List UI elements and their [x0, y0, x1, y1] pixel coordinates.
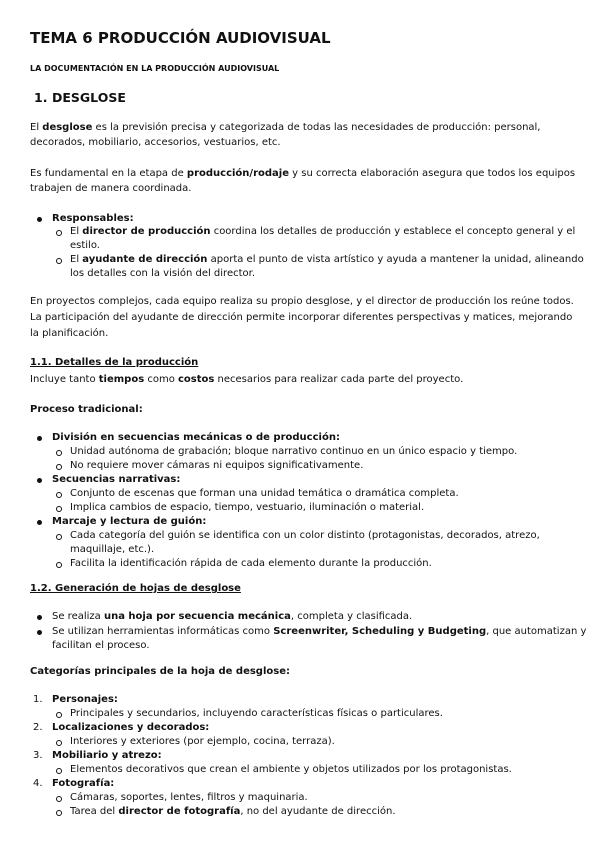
bullet [37, 436, 42, 441]
proceso-marcaje-item: Facilita la identificación rápida de cada elemento durante la producción. [70, 558, 432, 569]
sub-bullet [56, 810, 62, 816]
list-number: 1. [33, 694, 43, 705]
sub-bullet [56, 258, 62, 264]
sub-bullet [56, 230, 62, 236]
proceso-narrativas-label: Secuencias narrativas: [52, 474, 181, 485]
subsection-1-2-heading: 1.2. Generación de hojas de desglose [30, 583, 241, 594]
responsable-ayudante: El ayudante de dirección aporta el punto de vista artístico y ayuda a mantener la unidad, alineando [70, 254, 584, 265]
categoria-localizaciones: Localizaciones y decorados: [52, 722, 210, 733]
bullet [37, 615, 42, 620]
categoria-personajes: Personajes: [52, 694, 118, 705]
sub-bullet [56, 712, 62, 718]
list-number: 2. [33, 722, 43, 733]
proceso-marcaje-item-line2: maquillaje, etc.). [70, 544, 155, 555]
paragraph-complex-projects: En proyectos complejos, cada equipo realiza su propio desglose, y el director de producción los reúne todos. [30, 296, 574, 307]
sub-bullet [56, 740, 62, 746]
sub-bullet [56, 768, 62, 774]
sub-bullet [56, 534, 62, 540]
proceso-marcaje-label: Marcaje y lectura de guión: [52, 516, 207, 527]
categoria-item: Interiores y exteriores (por ejemplo, cocina, terraza). [70, 736, 335, 747]
bullet [37, 520, 42, 525]
section-number: 1. [34, 90, 48, 105]
hojas-item-line2: facilitan el proceso. [52, 640, 150, 651]
proceso-division-item: No requiere mover cámaras ni equipos significativamente. [70, 460, 364, 471]
responsables-label: Responsables: [52, 213, 134, 224]
document-title: TEMA 6 PRODUCCIÓN AUDIOVISUAL [30, 29, 331, 47]
proceso-narrativas-item: Conjunto de escenas que forman una unidad temática o dramática completa. [70, 488, 459, 499]
categoria-item: Elementos decorativos que crean el ambiente y objetos utilizados por los protagonistas. [70, 764, 512, 775]
paragraph-complex-projects-line2: La participación del ayudante de dirección permite incorporar diferentes perspectivas y matices, mejorando [30, 312, 573, 323]
responsable-ayudante-line2: los detalles con la visión del director. [70, 268, 256, 279]
hojas-item: Se utilizan herramientas informáticas como Screenwriter, Scheduling y Budgeting, que automatizan y [52, 626, 587, 637]
sub-bullet [56, 796, 62, 802]
subsection-1-1-heading: 1.1. Detalles de la producción [30, 357, 199, 368]
bullet [37, 630, 42, 635]
proceso-division-item: Unidad autónoma de grabación; bloque narrativo continuo en un único espacio y tiempo. [70, 446, 518, 457]
proceso-marcaje-item: Cada categoría del guión se identifica con un color distinto (protagonistas, decorados, atrezo, [70, 530, 540, 541]
sub-bullet [56, 506, 62, 512]
categoria-item: Tarea del director de fotografía, no del ayudante de dirección. [70, 806, 396, 817]
paragraph-importance-line2: trabajen de manera coordinada. [30, 183, 192, 194]
categoria-item: Cámaras, soportes, lentes, filtros y maquinaria. [70, 792, 308, 803]
section-heading: DESGLOSE [52, 90, 126, 105]
sub-bullet [56, 450, 62, 456]
proceso-label: Proceso tradicional: [30, 404, 143, 415]
sub-bullet [56, 492, 62, 498]
proceso-division-label: División en secuencias mecánicas o de producción: [52, 432, 340, 443]
categoria-mobiliario: Mobiliario y atrezo: [52, 750, 162, 761]
list-number: 3. [33, 750, 43, 761]
categoria-fotografia: Fotografía: [52, 778, 115, 789]
sub-bullet [56, 562, 62, 568]
hojas-item: Se realiza una hoja por secuencia mecánica, completa y clasificada. [52, 611, 413, 622]
subsection-1-1-text: Incluye tanto tiempos como costos necesarios para realizar cada parte del proyecto. [30, 374, 464, 385]
categorias-label: Categorías principales de la hoja de desglose: [30, 666, 290, 677]
responsable-director-line2: estilo. [70, 240, 100, 251]
responsable-director: El director de producción coordina los detalles de producción y establece el concepto general y el [70, 226, 576, 237]
paragraph-complex-projects-line3: la planificación. [30, 328, 109, 339]
bullet [37, 217, 42, 222]
paragraph-definition: El desglose es la previsión precisa y categorizada de todas las necesidades de producción: personal, [30, 122, 541, 133]
paragraph-definition-line2: decorados, mobiliario, accesorios, vestuarios, etc. [30, 137, 281, 148]
categoria-item: Principales y secundarios, incluyendo características físicas o particulares. [70, 708, 443, 719]
bullet [37, 478, 42, 483]
list-number: 4. [33, 778, 43, 789]
paragraph-importance: Es fundamental en la etapa de producción/rodaje y su correcta elaboración asegura que todos los equipos [30, 168, 576, 179]
proceso-narrativas-item: Implica cambios de espacio, tiempo, vestuario, iluminación o material. [70, 502, 425, 513]
sub-bullet [56, 464, 62, 470]
document-subtitle: LA DOCUMENTACIÓN EN LA PRODUCCIÓN AUDIOVISUAL [30, 64, 280, 73]
